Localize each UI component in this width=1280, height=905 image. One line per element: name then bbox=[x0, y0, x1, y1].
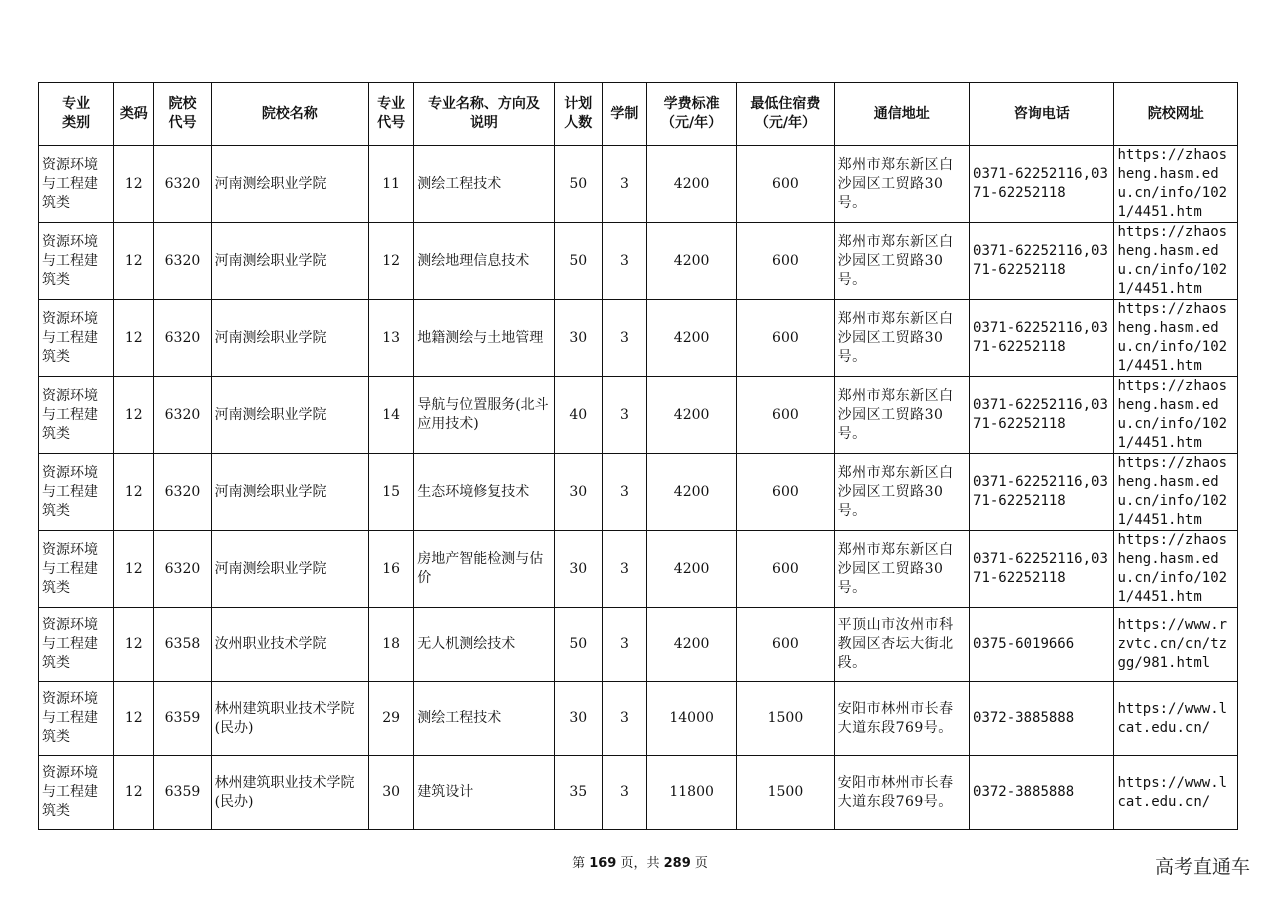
major-code-cell: 13 bbox=[369, 300, 414, 377]
phone-cell: 0372-3885888 bbox=[970, 756, 1114, 830]
address-cell: 郑州市郑东新区白沙园区工贸路30号。 bbox=[834, 377, 969, 454]
major-name-cell: 房地产智能检测与估价 bbox=[414, 531, 554, 608]
major-name-cell: 建筑设计 bbox=[414, 756, 554, 830]
tuition-cell: 4200 bbox=[646, 377, 736, 454]
major-category-cell: 资源环境与工程建筑类 bbox=[39, 146, 114, 223]
column-header: 专业 代号 bbox=[369, 83, 414, 146]
major-name-cell: 生态环境修复技术 bbox=[414, 454, 554, 531]
major-category-cell: 资源环境与工程建筑类 bbox=[39, 300, 114, 377]
website-cell[interactable]: https://zhaosheng.hasm.edu.cn/info/1021/4451.htm bbox=[1114, 223, 1238, 300]
column-header: 计划 人数 bbox=[554, 83, 602, 146]
school-code-cell: 6320 bbox=[154, 223, 211, 300]
major-code-cell: 16 bbox=[369, 531, 414, 608]
category-code-cell: 12 bbox=[114, 682, 154, 756]
accommodation-fee-cell: 600 bbox=[737, 377, 834, 454]
phone-cell: 0371-62252116,0371-62252118 bbox=[970, 300, 1114, 377]
plan-count-cell: 30 bbox=[554, 454, 602, 531]
page-footer bbox=[0, 852, 1280, 871]
school-name-cell: 汝州职业技术学院 bbox=[211, 608, 369, 682]
plan-count-cell: 50 bbox=[554, 223, 602, 300]
phone-cell: 0371-62252116,0371-62252118 bbox=[970, 223, 1114, 300]
table-header-row bbox=[39, 83, 1238, 146]
school-name-cell: 河南测绘职业学院 bbox=[211, 146, 369, 223]
duration-cell: 3 bbox=[602, 756, 646, 830]
category-code-cell: 12 bbox=[114, 377, 154, 454]
website-cell[interactable]: https://zhaosheng.hasm.edu.cn/info/1021/4451.htm bbox=[1114, 300, 1238, 377]
major-name-cell: 无人机测绘技术 bbox=[414, 608, 554, 682]
column-header: 学费标准 （元/年） bbox=[646, 83, 736, 146]
address-cell: 安阳市林州市长春大道东段769号。 bbox=[834, 682, 969, 756]
category-code-cell: 12 bbox=[114, 223, 154, 300]
major-category-cell: 资源环境与工程建筑类 bbox=[39, 223, 114, 300]
school-code-cell: 6359 bbox=[154, 682, 211, 756]
website-cell[interactable]: https://zhaosheng.hasm.edu.cn/info/1021/4451.htm bbox=[1114, 454, 1238, 531]
duration-cell: 3 bbox=[602, 146, 646, 223]
school-name-cell: 河南测绘职业学院 bbox=[211, 454, 369, 531]
website-cell[interactable]: https://zhaosheng.hasm.edu.cn/info/1021/4451.htm bbox=[1114, 146, 1238, 223]
duration-cell: 3 bbox=[602, 454, 646, 531]
table-row bbox=[39, 756, 1238, 830]
column-header: 类码 bbox=[114, 83, 154, 146]
column-header: 咨询电话 bbox=[970, 83, 1114, 146]
major-name-cell: 测绘工程技术 bbox=[414, 682, 554, 756]
school-code-cell: 6320 bbox=[154, 454, 211, 531]
table-row bbox=[39, 608, 1238, 682]
admission-plan-table bbox=[38, 82, 1238, 830]
school-code-cell: 6320 bbox=[154, 377, 211, 454]
school-code-cell: 6359 bbox=[154, 756, 211, 830]
major-name-cell: 测绘地理信息技术 bbox=[414, 223, 554, 300]
plan-count-cell: 35 bbox=[554, 756, 602, 830]
website-cell[interactable]: https://www.rzvtc.cn/cn/tzgg/981.html bbox=[1114, 608, 1238, 682]
website-cell[interactable]: https://zhaosheng.hasm.edu.cn/info/1021/4451.htm bbox=[1114, 377, 1238, 454]
major-code-cell: 14 bbox=[369, 377, 414, 454]
major-code-cell: 18 bbox=[369, 608, 414, 682]
duration-cell: 3 bbox=[602, 300, 646, 377]
table-row bbox=[39, 531, 1238, 608]
category-code-cell: 12 bbox=[114, 454, 154, 531]
column-header: 院校 代号 bbox=[154, 83, 211, 146]
duration-cell: 3 bbox=[602, 531, 646, 608]
tuition-cell: 4200 bbox=[646, 531, 736, 608]
school-code-cell: 6320 bbox=[154, 146, 211, 223]
major-category-cell: 资源环境与工程建筑类 bbox=[39, 377, 114, 454]
major-name-cell: 测绘工程技术 bbox=[414, 146, 554, 223]
address-cell: 郑州市郑东新区白沙园区工贸路30号。 bbox=[834, 300, 969, 377]
category-code-cell: 12 bbox=[114, 608, 154, 682]
address-cell: 郑州市郑东新区白沙园区工贸路30号。 bbox=[834, 531, 969, 608]
school-name-cell: 河南测绘职业学院 bbox=[211, 531, 369, 608]
plan-count-cell: 30 bbox=[554, 531, 602, 608]
tuition-cell: 4200 bbox=[646, 608, 736, 682]
school-name-cell: 河南测绘职业学院 bbox=[211, 223, 369, 300]
footer-suffix: 页 bbox=[690, 856, 708, 871]
table-row bbox=[39, 454, 1238, 531]
brand-watermark-text: 高考直通车 bbox=[1154, 856, 1250, 878]
accommodation-fee-cell: 1500 bbox=[737, 756, 834, 830]
tuition-cell: 4200 bbox=[646, 146, 736, 223]
duration-cell: 3 bbox=[602, 608, 646, 682]
column-header: 专业 类别 bbox=[39, 83, 114, 146]
address-cell: 郑州市郑东新区白沙园区工贸路30号。 bbox=[834, 223, 969, 300]
address-cell: 安阳市林州市长春大道东段769号。 bbox=[834, 756, 969, 830]
plan-count-cell: 40 bbox=[554, 377, 602, 454]
accommodation-fee-cell: 1500 bbox=[737, 682, 834, 756]
plan-count-cell: 30 bbox=[554, 682, 602, 756]
column-header: 最低住宿费 （元/年） bbox=[737, 83, 834, 146]
phone-cell: 0371-62252116,0371-62252118 bbox=[970, 531, 1114, 608]
major-code-cell: 15 bbox=[369, 454, 414, 531]
table-body bbox=[39, 146, 1238, 830]
tuition-cell: 4200 bbox=[646, 454, 736, 531]
major-code-cell: 11 bbox=[369, 146, 414, 223]
table-row bbox=[39, 300, 1238, 377]
column-header: 院校名称 bbox=[211, 83, 369, 146]
duration-cell: 3 bbox=[602, 377, 646, 454]
website-cell[interactable]: https://zhaosheng.hasm.edu.cn/info/1021/4451.htm bbox=[1114, 531, 1238, 608]
address-cell: 郑州市郑东新区白沙园区工贸路30号。 bbox=[834, 454, 969, 531]
accommodation-fee-cell: 600 bbox=[737, 146, 834, 223]
tuition-cell: 4200 bbox=[646, 300, 736, 377]
phone-cell: 0372-3885888 bbox=[970, 682, 1114, 756]
phone-cell: 0371-62252116,0371-62252118 bbox=[970, 377, 1114, 454]
major-name-cell: 导航与位置服务(北斗应用技术) bbox=[414, 377, 554, 454]
phone-cell: 0371-62252116,0371-62252118 bbox=[970, 146, 1114, 223]
column-header: 通信地址 bbox=[834, 83, 969, 146]
school-code-cell: 6358 bbox=[154, 608, 211, 682]
school-name-cell: 河南测绘职业学院 bbox=[211, 377, 369, 454]
column-header: 院校网址 bbox=[1114, 83, 1238, 146]
column-header: 学制 bbox=[602, 83, 646, 146]
tuition-cell: 4200 bbox=[646, 223, 736, 300]
accommodation-fee-cell: 600 bbox=[737, 531, 834, 608]
table-row bbox=[39, 146, 1238, 223]
category-code-cell: 12 bbox=[114, 300, 154, 377]
school-name-cell: 林州建筑职业技术学院(民办) bbox=[211, 682, 369, 756]
accommodation-fee-cell: 600 bbox=[737, 300, 834, 377]
footer-middle: 页，共 bbox=[616, 856, 664, 871]
accommodation-fee-cell: 600 bbox=[737, 223, 834, 300]
school-code-cell: 6320 bbox=[154, 531, 211, 608]
major-name-cell: 地籍测绘与土地管理 bbox=[414, 300, 554, 377]
accommodation-fee-cell: 600 bbox=[737, 608, 834, 682]
major-code-cell: 29 bbox=[369, 682, 414, 756]
major-category-cell: 资源环境与工程建筑类 bbox=[39, 608, 114, 682]
major-code-cell: 30 bbox=[369, 756, 414, 830]
major-category-cell: 资源环境与工程建筑类 bbox=[39, 454, 114, 531]
table-row bbox=[39, 682, 1238, 756]
major-code-cell: 12 bbox=[369, 223, 414, 300]
total-page-number: 289 bbox=[663, 856, 691, 871]
footer-prefix: 第 bbox=[572, 856, 590, 871]
school-name-cell: 林州建筑职业技术学院(民办) bbox=[211, 756, 369, 830]
duration-cell: 3 bbox=[602, 682, 646, 756]
major-category-cell: 资源环境与工程建筑类 bbox=[39, 682, 114, 756]
current-page-number: 169 bbox=[589, 856, 617, 871]
tuition-cell: 11800 bbox=[646, 756, 736, 830]
school-name-cell: 河南测绘职业学院 bbox=[211, 300, 369, 377]
duration-cell: 3 bbox=[602, 223, 646, 300]
phone-cell: 0371-62252116,0371-62252118 bbox=[970, 454, 1114, 531]
column-header: 专业名称、方向及 说明 bbox=[414, 83, 554, 146]
category-code-cell: 12 bbox=[114, 756, 154, 830]
accommodation-fee-cell: 600 bbox=[737, 454, 834, 531]
category-code-cell: 12 bbox=[114, 531, 154, 608]
table-row bbox=[39, 223, 1238, 300]
address-cell: 平顶山市汝州市科教园区杏坛大街北段。 bbox=[834, 608, 969, 682]
category-code-cell: 12 bbox=[114, 146, 154, 223]
table-row bbox=[39, 377, 1238, 454]
website-cell[interactable]: https://www.lcat.edu.cn/ bbox=[1114, 756, 1238, 830]
plan-count-cell: 50 bbox=[554, 608, 602, 682]
major-category-cell: 资源环境与工程建筑类 bbox=[39, 531, 114, 608]
phone-cell: 0375-6019666 bbox=[970, 608, 1114, 682]
website-cell[interactable]: https://www.lcat.edu.cn/ bbox=[1114, 682, 1238, 756]
address-cell: 郑州市郑东新区白沙园区工贸路30号。 bbox=[834, 146, 969, 223]
school-code-cell: 6320 bbox=[154, 300, 211, 377]
plan-count-cell: 50 bbox=[554, 146, 602, 223]
plan-count-cell: 30 bbox=[554, 300, 602, 377]
tuition-cell: 14000 bbox=[646, 682, 736, 756]
major-category-cell: 资源环境与工程建筑类 bbox=[39, 756, 114, 830]
